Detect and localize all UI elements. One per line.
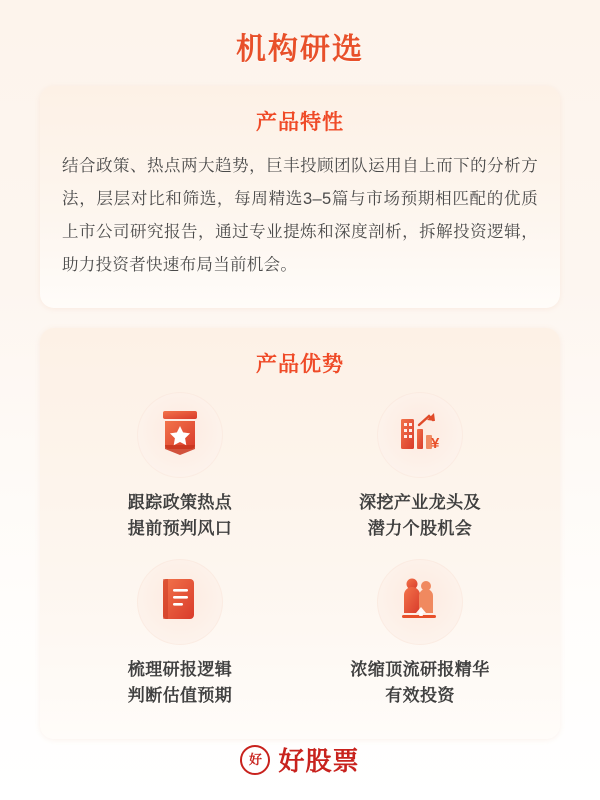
svg-text:¥: ¥ bbox=[431, 434, 440, 452]
advantage-label: 梳理研报逻辑 判断估值预期 bbox=[127, 659, 233, 706]
advantage-label: 跟踪政策热点 提前预判风口 bbox=[127, 493, 233, 539]
badge-star-icon bbox=[157, 409, 203, 462]
people-upload-icon bbox=[396, 575, 444, 628]
product-advantages-card bbox=[40, 328, 560, 739]
book-icon bbox=[158, 575, 202, 628]
brand-name: 好股票 bbox=[278, 746, 360, 776]
product-features-title: 产品特性 bbox=[256, 111, 344, 134]
advantage-item bbox=[62, 559, 298, 710]
advantages-grid bbox=[62, 392, 538, 709]
advantage-item bbox=[62, 392, 298, 543]
page-title: 机构研选 bbox=[236, 33, 364, 66]
product-features-card bbox=[40, 86, 560, 308]
product-features-body: 结合政策、热点两大趋势，巨丰投顾团队运用自上而下的分析方法，层层对比和筛选，每周精选3–5篇与市场预期相匹配的优质上市公司研究报告，通过专业提炼和深度剖析，拆解投资逻辑，助力投资者快速布局当前机会。 bbox=[62, 157, 538, 274]
advantage-label: 深挖产业龙头及 潜力个股机会 bbox=[359, 493, 481, 539]
brand-logo-icon bbox=[240, 745, 270, 775]
footer-brand bbox=[0, 741, 600, 778]
advantage-icon-wrap bbox=[137, 392, 223, 478]
advantage-item bbox=[302, 559, 538, 710]
advantage-icon-wrap bbox=[377, 559, 463, 645]
advantage-item bbox=[302, 392, 538, 543]
brand-logo-glyph: 好 bbox=[248, 752, 262, 767]
chart-yuan-icon bbox=[395, 409, 445, 462]
advantage-label: 浓缩顶流研报精华 有效投资 bbox=[350, 659, 490, 706]
product-advantages-title: 产品优势 bbox=[256, 353, 344, 376]
advantage-icon-wrap bbox=[377, 392, 463, 478]
advantage-icon-wrap bbox=[137, 559, 223, 645]
